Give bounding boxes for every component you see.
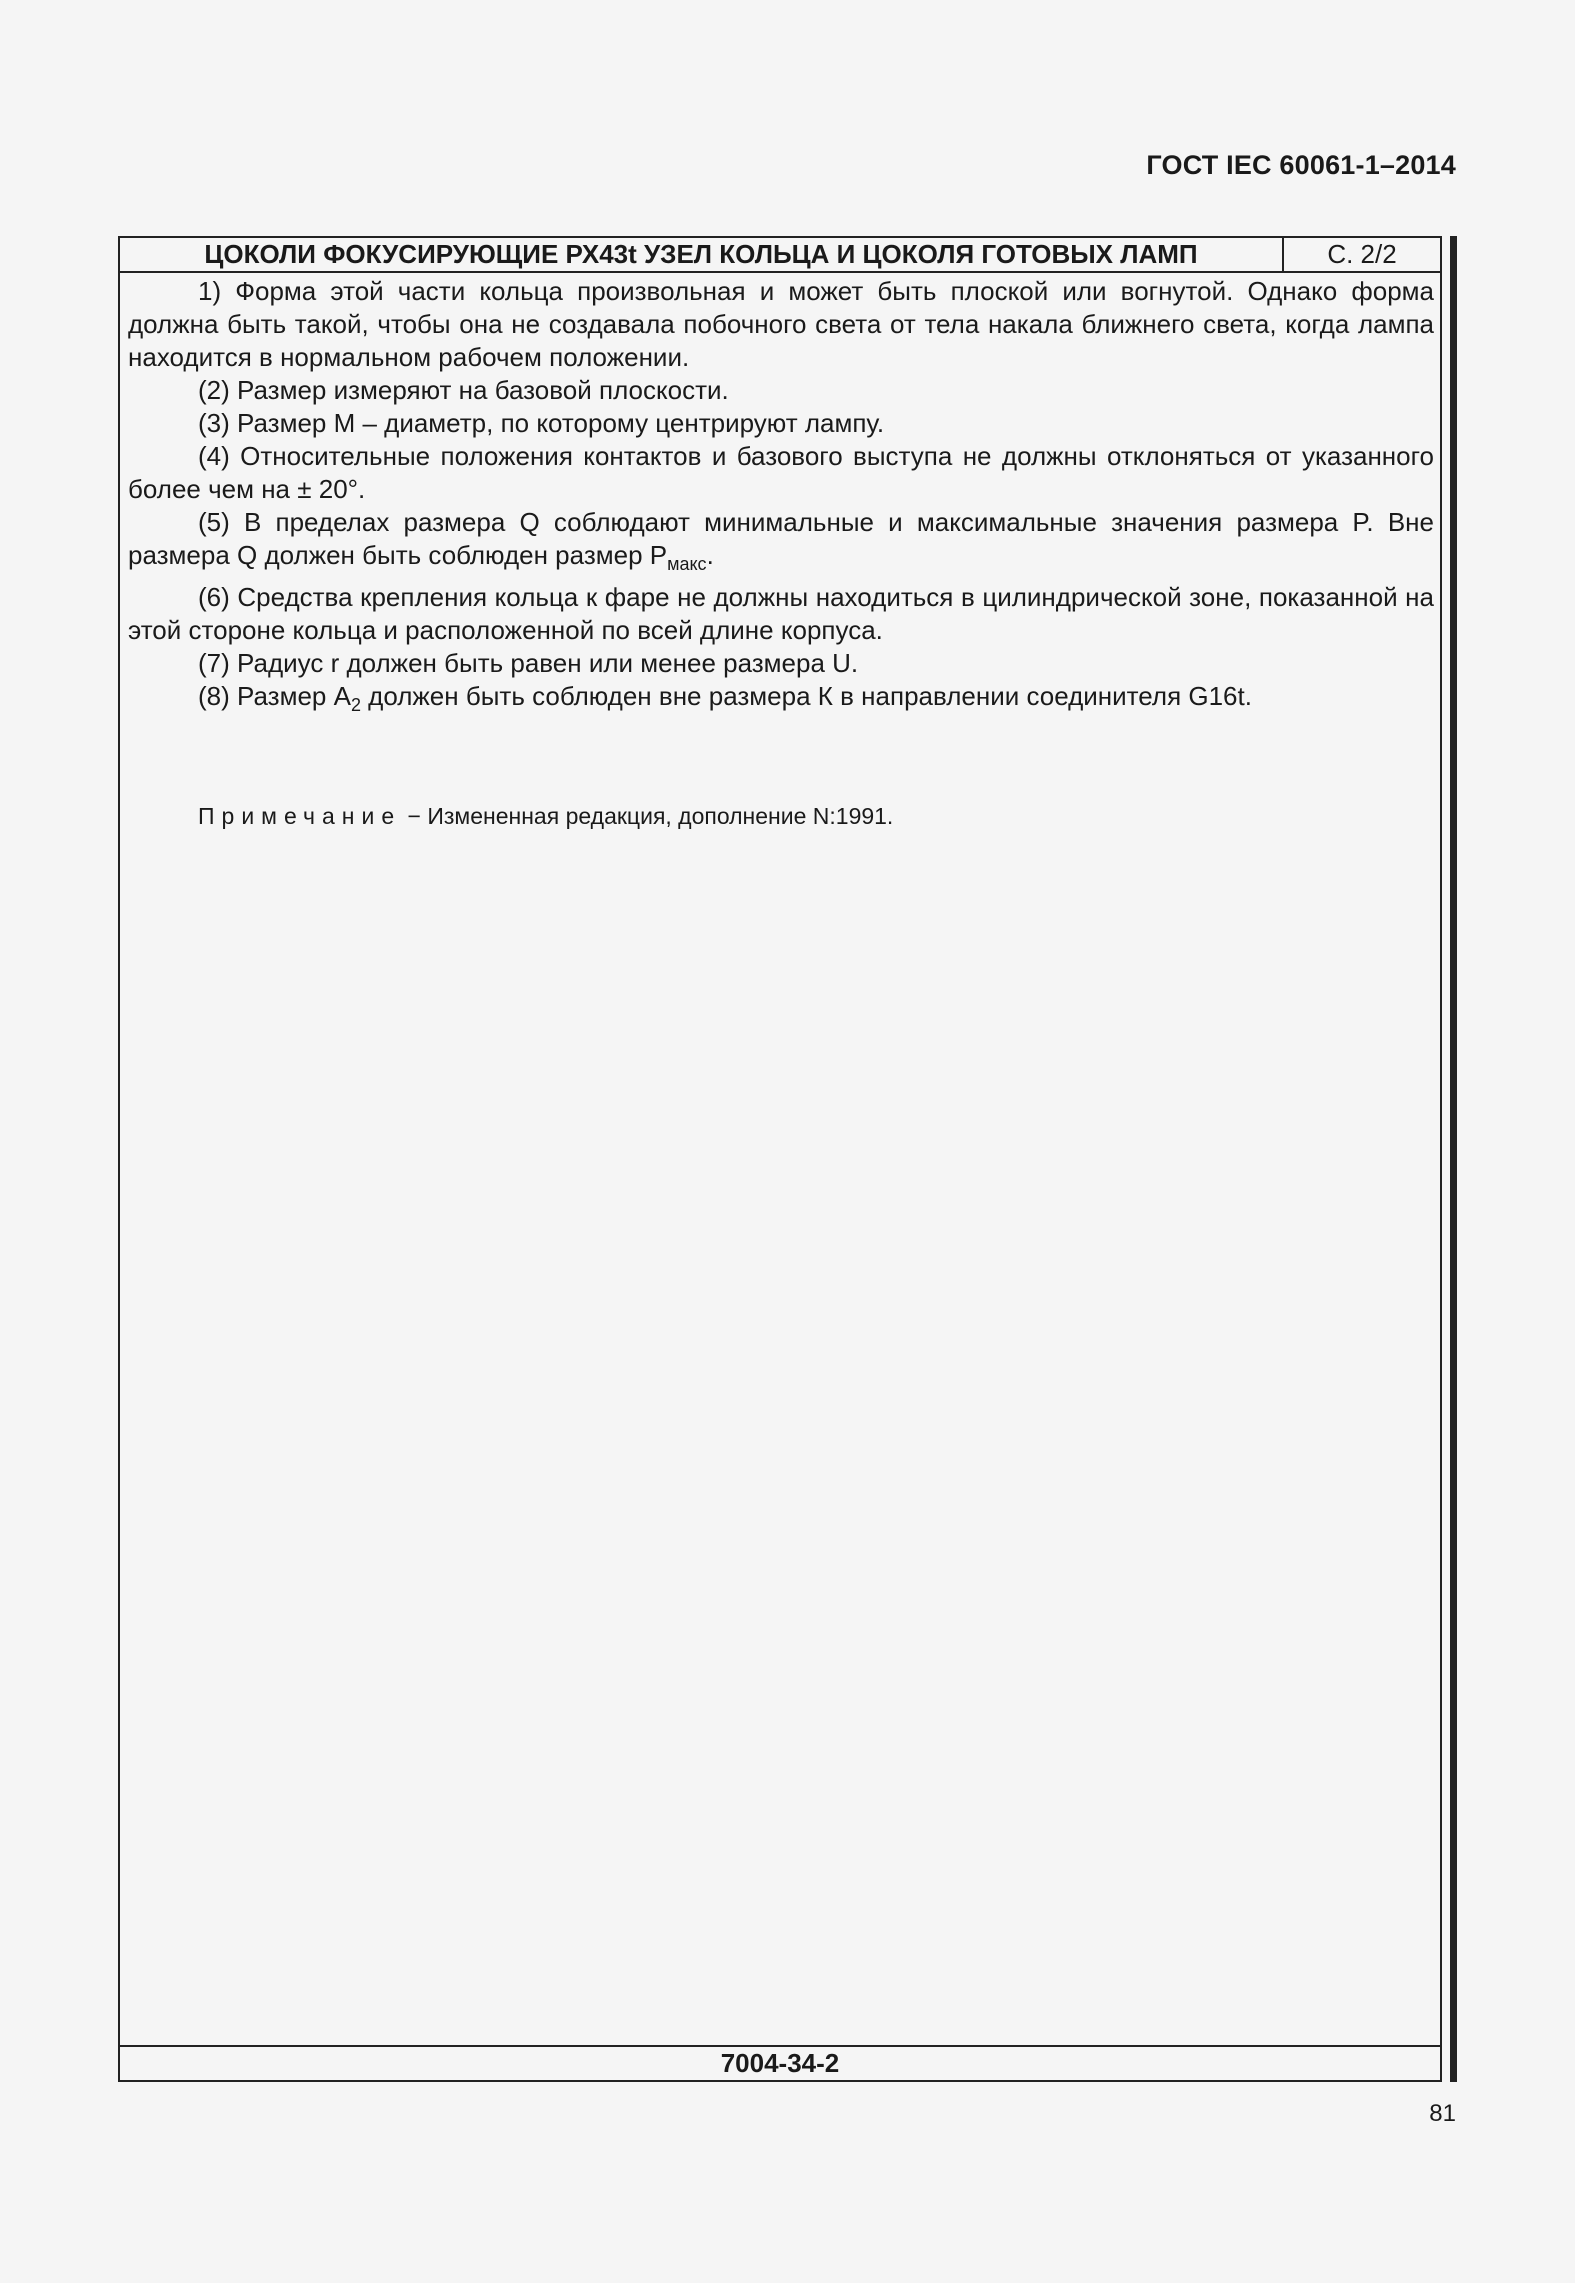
sheet-page-ref: С. 2/2 [1327,239,1397,269]
remark-text: − Измененная редакция, дополнение N:1991. [401,803,894,829]
note-1: 1) Форма этой части кольца произвольная и может быть плоской или вогнутой. Однако форма должна быть такой, чтобы она не создавала побочного света от тела накала ближнего света, когда лампа находится в нормальном рабочем положении. [128,276,1434,372]
sheet-title: ЦОКОЛИ ФОКУСИРУЮЩИЕ РХ43t УЗЕЛ КОЛЬЦА И ЦОКОЛЯ ГОТОВЫХ ЛАМП [120,238,1284,271]
note-5-end: . [706,540,714,570]
note-7: (7) Радиус r должен быть равен или менее размера U. [198,648,859,678]
sheet-frame [118,236,1442,2082]
notes-content [128,275,1434,833]
note-8-text: (8) Размер A [198,681,351,711]
note-8-end: должен быть соблюден вне размера К в направлении соединителя G16t. [360,681,1252,711]
note-3: (3) Размер М – диаметр, по которому центрируют лампу. [198,408,885,438]
note-5-text: (5) В пределах размера Q соблюдают минимальные и максимальные значения размера P. Вне размера Q должен быть соблюден размер P [128,507,1434,570]
standard-header: ГОСТ IEC 60061-1–2014 [1146,150,1456,180]
frame-right-bar [1450,236,1457,2082]
sheet-code: 7004-34-2 [120,2045,1440,2080]
note-4: (4) Относительные положения контактов и базового выступа не должны отклоняться от указанного более чем на ± 20°. [128,441,1434,504]
note-8-subscript: 2 [350,695,361,715]
page-number: 81 [1429,2100,1456,2127]
note-8 [128,680,1434,722]
note-2: (2) Размер измеряют на базовой плоскости. [198,375,729,405]
note-5-subscript: макс [667,554,707,574]
title-row [120,238,1440,273]
note-6: (6) Средства крепления кольца к фаре не должны находиться в цилиндрической зоне, показанной на этой стороне кольца и расположенной по всей длине корпуса. [128,582,1434,645]
remark-label: Примечание [198,803,402,829]
remark [128,800,1434,833]
note-5 [128,506,1434,581]
